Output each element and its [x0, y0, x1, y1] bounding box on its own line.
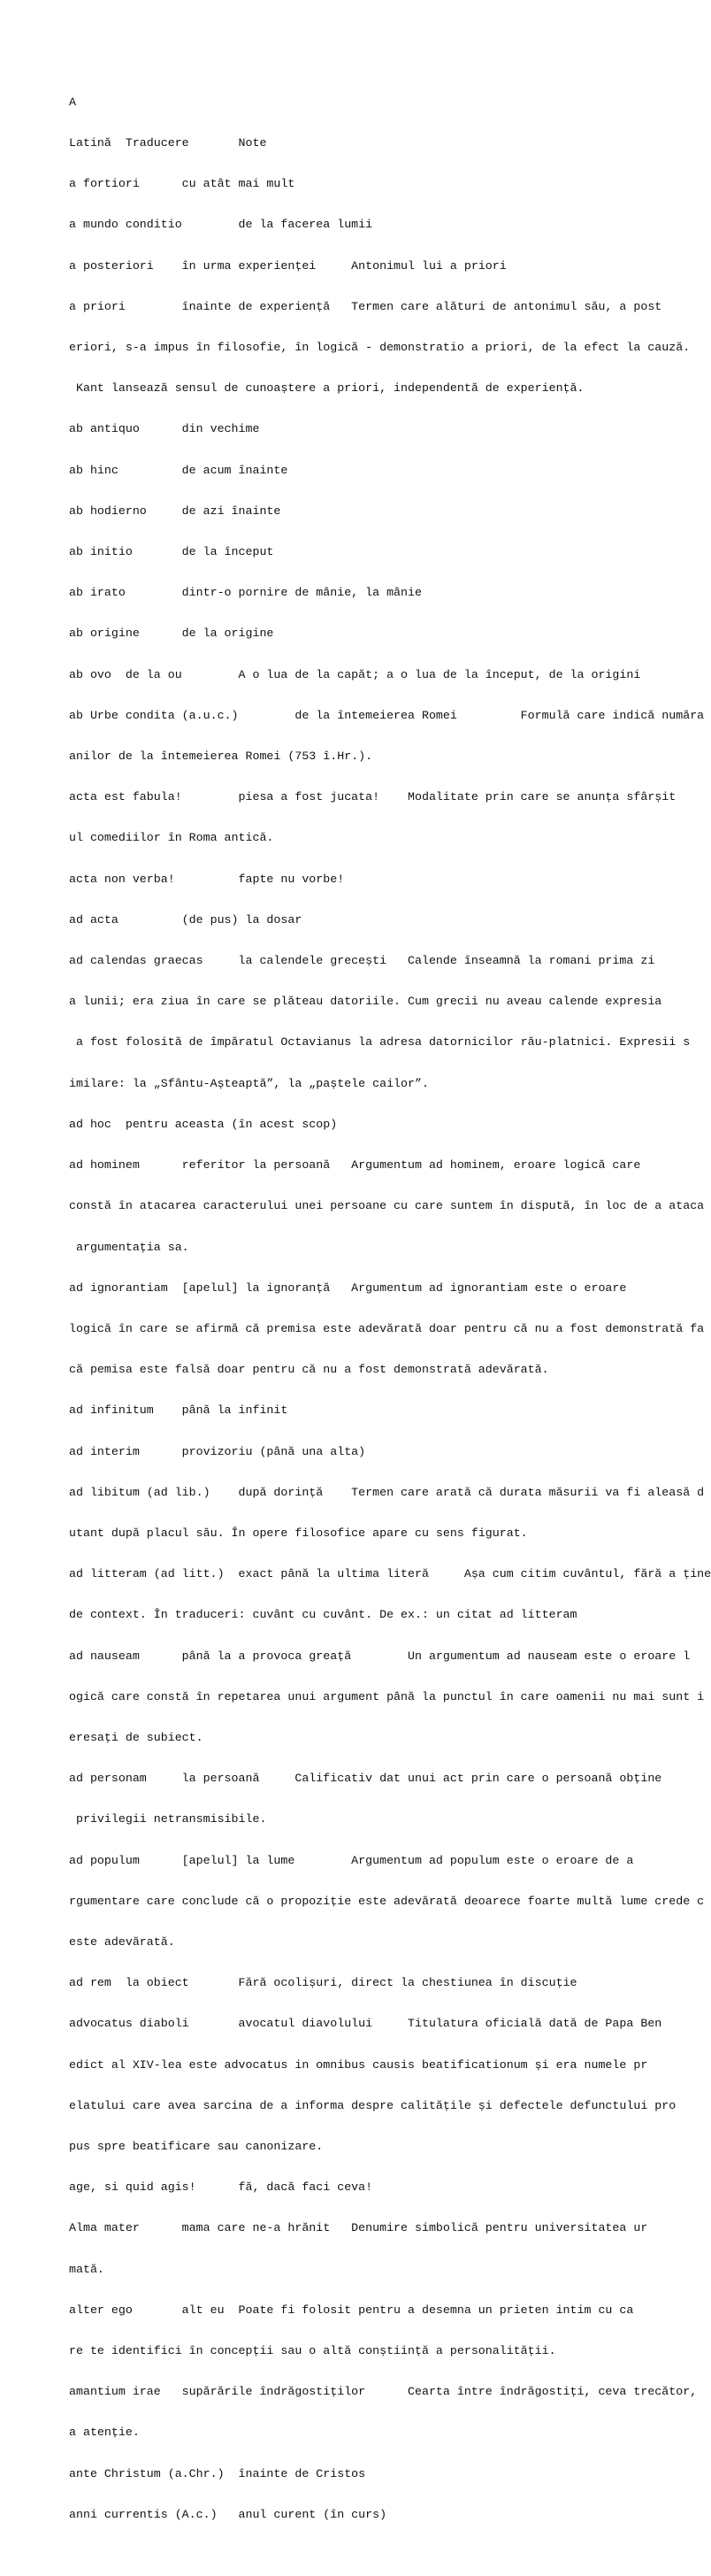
text-line: ante Christum (a.Chr.) înainte de Cristos: [69, 2466, 366, 2480]
text-line: ad litteram (ad litt.) exact până la ultima literă Așa cum citim cuvântul, fără a ține: [69, 1567, 711, 1581]
text-line: imilare: la „Sfântu-Așteaptă”, la „paștele cailor”.: [69, 1076, 429, 1090]
text-line: ad personam la persoană Calificativ dat unui act prin care o persoană obține: [69, 1772, 662, 1786]
text-line: utant după placul său. În opere filosofice apare cu sens figurat.: [69, 1526, 528, 1540]
text-line: ad hoc pentru aceasta (în acest scop): [69, 1117, 338, 1131]
text-line: mată.: [69, 2262, 104, 2276]
text-line: ad populum [apelul] la lume Argumentum ad populum este o eroare de a: [69, 1853, 634, 1867]
text-line: a lunii; era ziua în care se plăteau datoriile. Cum grecii nu aveau calende expresia: [69, 995, 662, 1009]
text-line: ab hodierno de azi înainte: [69, 504, 281, 518]
text-line: constă în atacarea caracterului unei persoane cu care suntem în dispută, în loc de a ataca: [69, 1199, 705, 1213]
text-line: ad calendas graecas la calendele grecești Calende înseamnă la romani prima zi: [69, 954, 655, 968]
text-line: elatului care avea sarcina de a informa despre calitățile și defectele defunctului pro: [69, 2098, 677, 2112]
document-body: [69, 68, 711, 2576]
text-line: Kant lansează sensul de cunoaștere a priori, independentă de experiență.: [69, 381, 585, 396]
text-line: anni currentis (A.c.) anul curent (în curs): [69, 2507, 387, 2521]
text-line: ad ignorantiam [apelul] la ignoranță Argumentum ad ignorantiam este o eroare: [69, 1280, 627, 1295]
text-line: a fost folosită de împăratul Octavianus la adresa datornicilor rău-platnici. Expresii s: [69, 1035, 691, 1050]
text-line: acta non verba! fapte nu vorbe!: [69, 872, 345, 886]
text-line: ab Urbe condita (a.u.c.) de la întemeierea Romei Formulă care indică număra: [69, 708, 705, 722]
text-line: acta est fabula! piesa a fost jucata! Modalitate prin care se anunța sfârșit: [69, 790, 677, 804]
text-line: ab initio de la început: [69, 545, 274, 559]
text-line: ab origine de la origine: [69, 627, 274, 641]
text-line: Alma mater mama care ne-a hrănit Denumire simbolică pentru universitatea ur: [69, 2221, 648, 2235]
text-line: ul comediilor în Roma antică.: [69, 831, 274, 845]
text-line: ab irato dintr-o pornire de mânie, la mânie: [69, 586, 422, 600]
text-line: [69, 2549, 679, 2562]
text-line: edict al XIV-lea este advocatus in omnibus causis beatificationum și era numele pr: [69, 2057, 648, 2072]
text-line: ab antiquo din vechime: [69, 422, 260, 436]
column-headers: Latină Traducere Note: [69, 136, 267, 150]
text-line: re te identifici în concepții sau o altă conștiință a personalității.: [69, 2343, 556, 2357]
text-line: argumentația sa.: [69, 1240, 189, 1254]
text-line: eresați de subiect.: [69, 1730, 203, 1744]
text-line: age, si quid agis! fă, dacă faci ceva!: [69, 2180, 373, 2195]
text-line: de context. În traduceri: cuvânt cu cuvânt. De ex.: un citat ad litteram: [69, 1608, 577, 1622]
text-line: pus spre beatificare sau canonizare.: [69, 2139, 324, 2153]
text-line: ab hinc de acum înainte: [69, 463, 288, 477]
text-line: ad hominem referitor la persoană Argumentum ad hominem, eroare logică care: [69, 1158, 641, 1173]
text-line: advocatus diaboli avocatul diavolului Titulatura oficială dată de Papa Ben: [69, 2017, 662, 2031]
text-line: amantium irae supărările îndrăgostiților Cearta între îndrăgostiți, ceva trecător,: [69, 2385, 698, 2399]
text-line: ogică care constă în repetarea unui argument până la punctul în care oamenii nu mai sunt i: [69, 1689, 705, 1703]
text-line: ad interim provizoriu (până una alta): [69, 1444, 366, 1458]
text-line: logică în care se afirmă că premisa este adevărată doar pentru că nu a fost demonstrată fa: [69, 1321, 705, 1335]
text-line: ad libitum (ad lib.) după dorință Termen care arată că durata măsurii va fi aleasă d: [69, 1485, 705, 1499]
text-line: a mundo conditio de la facerea lumii: [69, 218, 373, 232]
text-line: a fortiori cu atât mai mult: [69, 177, 295, 191]
text-line: a priori înainte de experiență Termen care alături de antonimul său, a post: [69, 299, 662, 313]
text-line: ad rem la obiect Fără ocolișuri, direct la chestiunea în discuție: [69, 1976, 577, 1990]
text-line: a atenție.: [69, 2426, 140, 2440]
text-line: rgumentare care conclude că o propoziție este adevărată deoarece foarte multă lume crede c: [69, 1894, 705, 1908]
text-line: că pemisa este falsă doar pentru că nu a fost demonstrată adevărată.: [69, 1363, 549, 1377]
text-line: ad acta (de pus) la dosar: [69, 912, 302, 927]
text-line: eriori, s-a impus în filosofie, în logică - demonstratio a priori, de la efect la cauză.: [69, 341, 691, 355]
text-line: a posteriori în urma experienței Antonimul lui a priori: [69, 258, 507, 273]
text-line: privilegii netransmisibile.: [69, 1812, 267, 1826]
text-line: ad nauseam până la a provoca greață Un argumentum ad nauseam este o eroare l: [69, 1649, 691, 1663]
text-line: este adevărată.: [69, 1934, 175, 1949]
text-line: anilor de la întemeierea Romei (753 î.Hr.).: [69, 750, 373, 764]
text-line: ab ovo de la ou A o lua de la capăt; a o lua de la început, de la origini: [69, 667, 641, 681]
text-line: alter ego alt eu Poate fi folosit pentru a desemna un prieten intim cu ca: [69, 2303, 634, 2317]
text-line: ad infinitum până la infinit: [69, 1403, 288, 1418]
heading-letter: A: [69, 95, 76, 109]
